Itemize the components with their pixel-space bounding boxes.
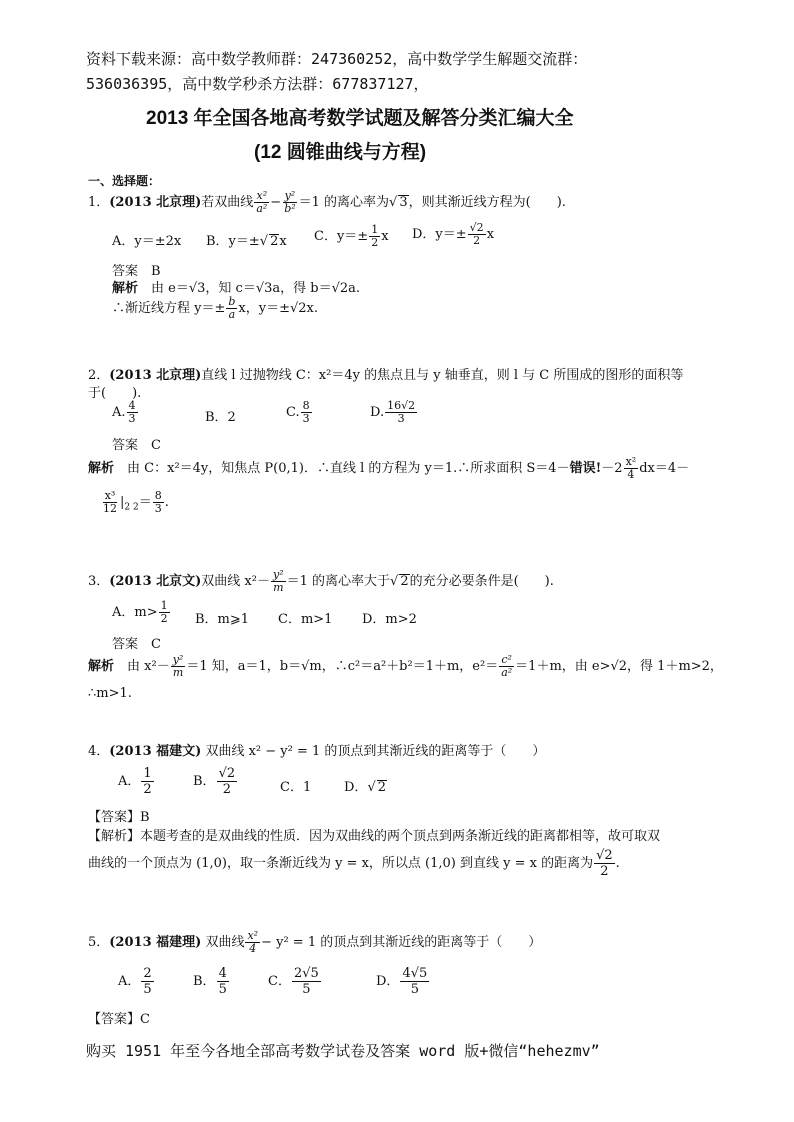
q3-option-b: B．m⩾1 — [195, 612, 250, 627]
q1-option-b: B．y＝±√ 2x — [206, 234, 287, 249]
q3-option-a: A．m> $\frac{1}{2}$ — [112, 599, 168, 625]
header-line-2: 536036395，高中数学秒杀方法群：677837127， — [86, 75, 429, 93]
q3-analysis-1: 解析 由 x²－ $\frac{\text{y²}}{m}$ ＝1 知，a＝1，b＝√m，∴c²＝a²＋b²＝1＋m，e²＝ $\frac{\text{c²}}{\text{a²}}$ ＝1＋m，由 e>√2，得 1＋m>2， — [88, 653, 723, 679]
q4-analysis-1: 【解析】本题考查的是双曲线的性质．因为双曲线的两个顶点到两条渐近线的距离都相等，故可取双 — [88, 829, 661, 844]
q4-option-a: A． $\frac{1}{2}$ — [118, 766, 152, 797]
q5-option-b: B． $\frac{4}{5}$ — [193, 966, 227, 997]
question-3: 3．(2013 北京文)双曲线 x²－ $\frac{\text{y²}}{m}$ ＝1 的离心率大于√ 2的充分必要条件是( ). — [88, 568, 554, 594]
q3-option-d: D．m>2 — [362, 612, 417, 627]
q3-option-c: C．m>1 — [278, 612, 333, 627]
q4-answer: 【答案】B — [88, 810, 150, 825]
q1-option-a: A．y＝±2x — [112, 234, 182, 249]
q1-answer: 答案 B — [112, 264, 161, 279]
question-2-line-2: 于( ). — [88, 386, 142, 401]
q5-option-a: A． $\frac{2}{5}$ — [118, 966, 152, 997]
q2-option-c: C. $\frac{8}{3}$ — [286, 399, 310, 425]
question-4: 4．(2013 福建文) 双曲线 x² − y² = 1 的顶点到其渐近线的距离等于（ ） — [88, 744, 546, 759]
question-2: 2．(2013 北京理)直线 l 过抛物线 C：x²＝4y 的焦点且与 y 轴垂直，则 l 与 C 所围成的图形的面积等 — [88, 368, 684, 383]
q2-analysis-2: $\frac{\text{x³}}{12}$ $|_{2 2}=$ $\frac{8}{3}$ . — [103, 489, 169, 515]
q5-answer: 【答案】C — [88, 1012, 150, 1027]
question-5: 5．(2013 福建理) 双曲线 $\frac{\text{x²}}{4}$ − y² = 1 的顶点到其渐近线的距离等于（ ） — [88, 929, 542, 955]
q2-answer: 答案 C — [112, 438, 161, 453]
q2-option-a: A. $\frac{4}{3}$ — [112, 399, 136, 425]
header-line-1: 资料下载来源：高中数学教师群：247360252，高中数学学生解题交流群： — [86, 50, 588, 68]
question-1: 1．(2013 北京理)若双曲线 $\frac{\text{x²}}{\text{a²}}$ − $\frac{\text{y²}}{\text{b²}}$ ＝1 的离心率为√ 3，则其渐近线方程为( ). — [88, 189, 566, 215]
q4-option-d: D．√ 2 — [344, 780, 387, 795]
q4-option-b: B． $\frac{√2}{2}$ — [193, 766, 236, 797]
q4-analysis-2: 曲线的一个顶点为 (1,0)，取一条渐近线为 y = x，所以点 (1,0) 到直线 y = x 的距离为 $\frac{√2}{2}$ . — [88, 848, 620, 879]
q2-option-d: D. $\frac{16√2}{3}$ — [370, 399, 416, 425]
q1-analysis-1: 解析 由 e＝√3，知 c＝√3a，得 b＝√2a. — [112, 281, 361, 296]
section-heading: 一、选择题： — [88, 174, 161, 188]
q1-analysis-2: ∴渐近线方程 y＝± $\frac{b}{a}$ x，y＝±√2x. — [112, 295, 319, 321]
page-subtitle: (12 圆锥曲线与方程) — [254, 142, 427, 163]
q1-option-d: D．y＝± $\frac{√2}{2}$ x — [412, 221, 495, 247]
q4-option-c: C．1 — [280, 780, 312, 795]
q3-analysis-2: ∴m>1. — [88, 686, 132, 701]
q1-option-c: C．y＝± $\frac{1}{2}$ x — [314, 223, 389, 249]
footer-ad: 购买 1951 年至今各地全部高考数学试卷及答案 word 版+微信“hehezmv” — [86, 1042, 600, 1060]
q2-analysis-1: 解析 由 C：x²＝4y，知焦点 P(0,1)．∴直线 l 的方程为 y＝1.∴所求面积 S＝4－错误!－2 $\frac{\text{x²}}{4}$ dx＝4－ — [88, 455, 690, 481]
q3-answer: 答案 C — [112, 637, 161, 652]
q2-option-b: B．2 — [205, 410, 236, 425]
q5-option-c: C． $\frac{2√5}{5}$ — [268, 966, 319, 997]
page-title: 2013 年全国各地高考数学试题及解答分类汇编大全 — [146, 108, 574, 129]
q5-option-d: D． $\frac{4√5}{5}$ — [376, 966, 428, 997]
